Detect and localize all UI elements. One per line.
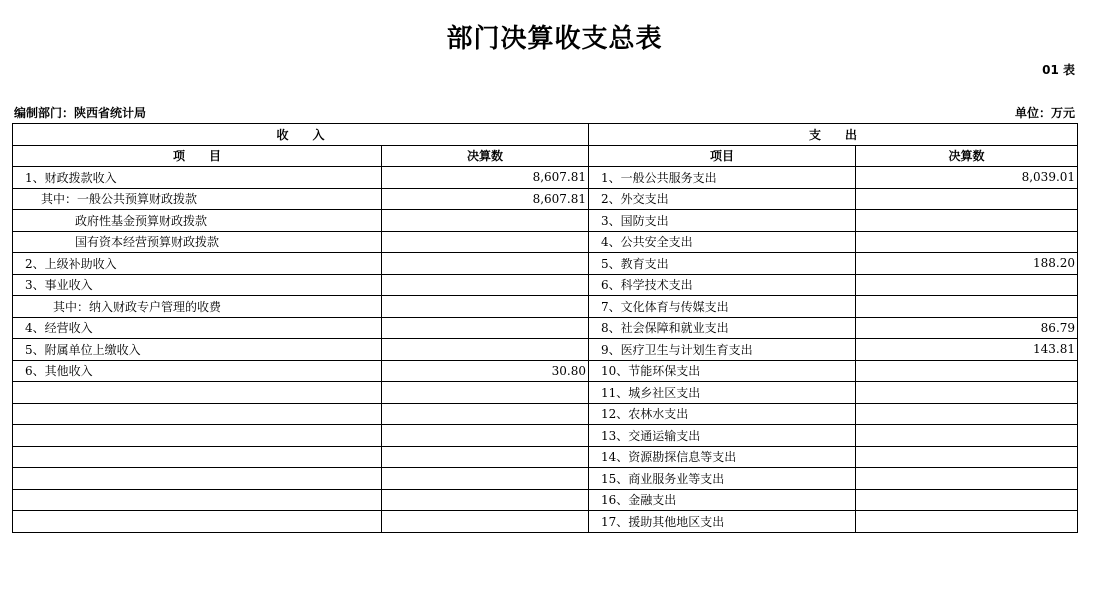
income-item-cell: 政府性基金预算财政拨款	[13, 210, 382, 232]
table-row	[13, 511, 1078, 533]
income-item-cell: 1、财政拨款收入	[13, 167, 382, 189]
expense-item-cell: 17、援助其他地区支出	[589, 511, 856, 533]
income-item-cell: 2、上级补助收入	[13, 253, 382, 275]
expense-section-header: 支 出	[589, 124, 1078, 146]
income-item-cell	[13, 425, 382, 447]
expense-amount-cell	[856, 446, 1078, 468]
expense-amount-cell	[856, 403, 1078, 425]
income-item-cell: 5、附属单位上缴收入	[13, 339, 382, 361]
income-amount-cell	[382, 317, 589, 339]
table-row	[13, 253, 1078, 275]
income-amount-cell	[382, 425, 589, 447]
table-row	[13, 425, 1078, 447]
table-row	[13, 274, 1078, 296]
table-row	[13, 231, 1078, 253]
table-body	[13, 167, 1078, 533]
income-amount-cell	[382, 339, 589, 361]
table-row	[13, 403, 1078, 425]
income-amount-cell	[382, 274, 589, 296]
expense-amount-header: 决算数	[856, 145, 1078, 167]
page-title: 部门决算收支总表	[446, 24, 663, 54]
table-row	[13, 339, 1078, 361]
expense-item-cell: 4、公共安全支出	[589, 231, 856, 253]
income-amount-cell	[382, 253, 589, 275]
expense-amount-cell: 188.20	[856, 253, 1078, 275]
expense-amount-cell	[856, 231, 1078, 253]
expense-amount-cell	[856, 274, 1078, 296]
expense-amount-cell: 8,039.01	[856, 167, 1078, 189]
table-row	[13, 296, 1078, 318]
income-amount-cell	[382, 231, 589, 253]
expense-item-cell: 6、科学技术支出	[589, 274, 856, 296]
expense-amount-cell: 143.81	[856, 339, 1078, 361]
table-row	[13, 188, 1078, 210]
income-amount-cell	[382, 210, 589, 232]
table-row	[13, 317, 1078, 339]
expense-amount-cell	[856, 511, 1078, 533]
expense-item-cell: 5、教育支出	[589, 253, 856, 275]
unit-label: 单位：万元	[1014, 106, 1075, 120]
expense-item-cell: 14、资源勘探信息等支出	[589, 446, 856, 468]
table-row	[13, 446, 1078, 468]
income-section-header: 收 入	[13, 124, 589, 146]
income-item-cell: 其中：一般公共预算财政拨款	[13, 188, 382, 210]
table-row	[13, 360, 1078, 382]
expense-item-header: 项目	[589, 145, 856, 167]
income-amount-cell	[382, 382, 589, 404]
expense-amount-cell	[856, 296, 1078, 318]
expense-amount-cell	[856, 188, 1078, 210]
expense-item-cell: 16、金融支出	[589, 489, 856, 511]
income-amount-cell	[382, 446, 589, 468]
expense-item-cell: 10、节能环保支出	[589, 360, 856, 382]
income-amount-header: 决算数	[382, 145, 589, 167]
income-item-cell	[13, 382, 382, 404]
income-item-cell	[13, 489, 382, 511]
header-row-section	[13, 124, 1078, 146]
income-item-cell: 3、事业收入	[13, 274, 382, 296]
expense-item-cell: 2、外交支出	[589, 188, 856, 210]
income-item-cell	[13, 403, 382, 425]
table-row	[13, 468, 1078, 490]
expense-item-cell: 7、文化体育与传媒支出	[589, 296, 856, 318]
income-amount-cell: 30.80	[382, 360, 589, 382]
expense-amount-cell	[856, 382, 1078, 404]
expense-amount-cell	[856, 468, 1078, 490]
income-item-cell	[13, 511, 382, 533]
income-item-header: 项 目	[13, 145, 382, 167]
income-amount-cell: 8,607.81	[382, 188, 589, 210]
expense-item-cell: 3、国防支出	[589, 210, 856, 232]
income-amount-cell: 8,607.81	[382, 167, 589, 189]
expense-amount-cell	[856, 360, 1078, 382]
expense-item-cell: 15、商业服务业等支出	[589, 468, 856, 490]
expense-item-cell: 8、社会保障和就业支出	[589, 317, 856, 339]
table-row	[13, 167, 1078, 189]
income-item-cell	[13, 468, 382, 490]
table-row	[13, 210, 1078, 232]
expense-amount-cell	[856, 489, 1078, 511]
income-amount-cell	[382, 296, 589, 318]
income-item-cell	[13, 446, 382, 468]
table-row	[13, 489, 1078, 511]
income-item-cell: 国有资本经营预算财政拨款	[13, 231, 382, 253]
income-item-cell: 其中：纳入财政专户管理的收费	[13, 296, 382, 318]
income-item-cell: 4、经营收入	[13, 317, 382, 339]
expense-amount-cell	[856, 210, 1078, 232]
expense-item-cell: 9、医疗卫生与计划生育支出	[589, 339, 856, 361]
expense-item-cell: 12、农林水支出	[589, 403, 856, 425]
income-amount-cell	[382, 468, 589, 490]
table-number: 01 表	[1042, 63, 1075, 77]
income-amount-cell	[382, 489, 589, 511]
income-amount-cell	[382, 511, 589, 533]
expense-item-cell: 1、一般公共服务支出	[589, 167, 856, 189]
expense-amount-cell: 86.79	[856, 317, 1078, 339]
expense-amount-cell	[856, 425, 1078, 447]
department-label: 编制部门：陕西省统计局	[14, 106, 147, 120]
income-amount-cell	[382, 403, 589, 425]
expense-item-cell: 11、城乡社区支出	[589, 382, 856, 404]
expense-item-cell: 13、交通运输支出	[589, 425, 856, 447]
table-row	[13, 382, 1078, 404]
income-item-cell: 6、其他收入	[13, 360, 382, 382]
budget-summary-table	[12, 123, 1078, 533]
header-row-columns	[13, 145, 1078, 167]
